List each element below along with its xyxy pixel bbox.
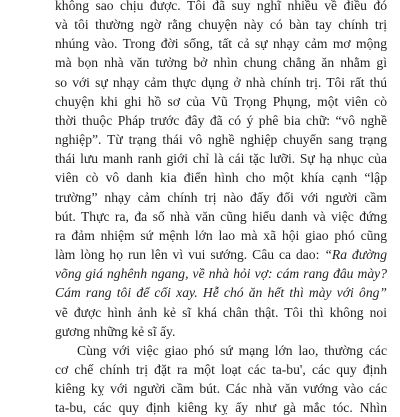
text-run: so với sự nhạy cảm thực dụng ở nhà chính trị. Tôi rất thú (55, 74, 387, 90)
text-line (55, 149, 387, 168)
text-line (55, 207, 387, 226)
text-line (55, 111, 387, 130)
text-line (55, 360, 387, 379)
text-run: nghiệp”. Từ trạng thái vô nghề nghiệp chuyển sang trạng (55, 132, 387, 148)
text-run: ta-bu, các quy định kiêng kỵ ấy như gà mắc tóc. Nhìn (55, 400, 387, 416)
text-line (55, 322, 387, 341)
text-run: và tôi thường ngờ rằng chuyện này có bàn tay chính trị (55, 17, 387, 33)
text-run: chuyện khi ghi hồ sơ của Vũ Trọng Phụng, một viên cò (55, 93, 387, 109)
text-line (55, 379, 387, 398)
text-run: cơ chế chính trị đặt ra một loạt các ta-bu', các quy định (55, 361, 387, 377)
text-line (55, 53, 387, 72)
text-line (55, 303, 387, 322)
text-line (55, 0, 387, 15)
text-run: gương những kẻ sĩ ấy. (55, 323, 176, 339)
text-line (55, 283, 387, 302)
text-run: trường” nhạy cảm chính trị nào đấy đối với người cầm (55, 189, 387, 205)
text-line (55, 341, 387, 360)
text-line (55, 168, 387, 187)
text-run: ra đảm nhiệm sứ mệnh lớn lao mà xã hội giao phó cũng (55, 227, 387, 243)
text-run: vẽ được hình ảnh kẻ sĩ khá chân thật. Tôi thì không noi (55, 304, 387, 320)
text-run: Cùng với việc giao phó sứ mạng lớn lao, thường các (77, 342, 387, 358)
paragraph-2 (55, 341, 387, 417)
text-line (55, 398, 387, 417)
text-line (55, 34, 387, 53)
italic-text: Cám rang tôi để cối xay. Hễ chó ăn hết thì mày với ông” (55, 285, 387, 301)
text-line (55, 226, 387, 245)
text-run: kiêng kỵ với người cầm bút. Các nhà văn vướng vào các (55, 381, 387, 397)
italic-text: “Ra đường (324, 247, 387, 263)
text-line (55, 92, 387, 111)
text-line (55, 73, 387, 92)
text-line (55, 130, 387, 149)
text-line (55, 188, 387, 207)
text-run: viên cò vô danh kia điển hình cho một khía cạnh “lập (55, 170, 387, 186)
paragraph-1 (55, 0, 387, 341)
text-line (55, 245, 387, 264)
text-run: nhúng vào. Trong đời sống, tất cả sự nhạy cảm mơ mộng (55, 36, 387, 52)
text-run: thái lưu manh ranh giới chỉ là cái tặc lưỡi. Sự hạ nhục của (55, 151, 387, 167)
text-run: không sao chịu được. Tôi đã suy nghĩ nhiều về điều đó (55, 0, 387, 13)
text-run: làm lòng họ run lên vì vui sướng. Câu ca dao: (55, 247, 325, 263)
text-line (55, 15, 387, 34)
italic-text: võng giá nghênh ngang, về nhà hỏi vợ: cám rang đâu mày? (55, 266, 387, 282)
text-line (55, 264, 387, 283)
body-text (55, 0, 387, 417)
text-run: bút. Thực ra, đa số nhà văn cũng hiểu danh và việc đứng (55, 208, 387, 224)
text-run: mà bọn nhà văn tưởng bở nhìn chung chẳng ăn nhằm gì (55, 55, 387, 71)
text-run: thời thuộc Pháp trước đây đã có ý phê bia chữ: “vô nghề (55, 112, 387, 128)
